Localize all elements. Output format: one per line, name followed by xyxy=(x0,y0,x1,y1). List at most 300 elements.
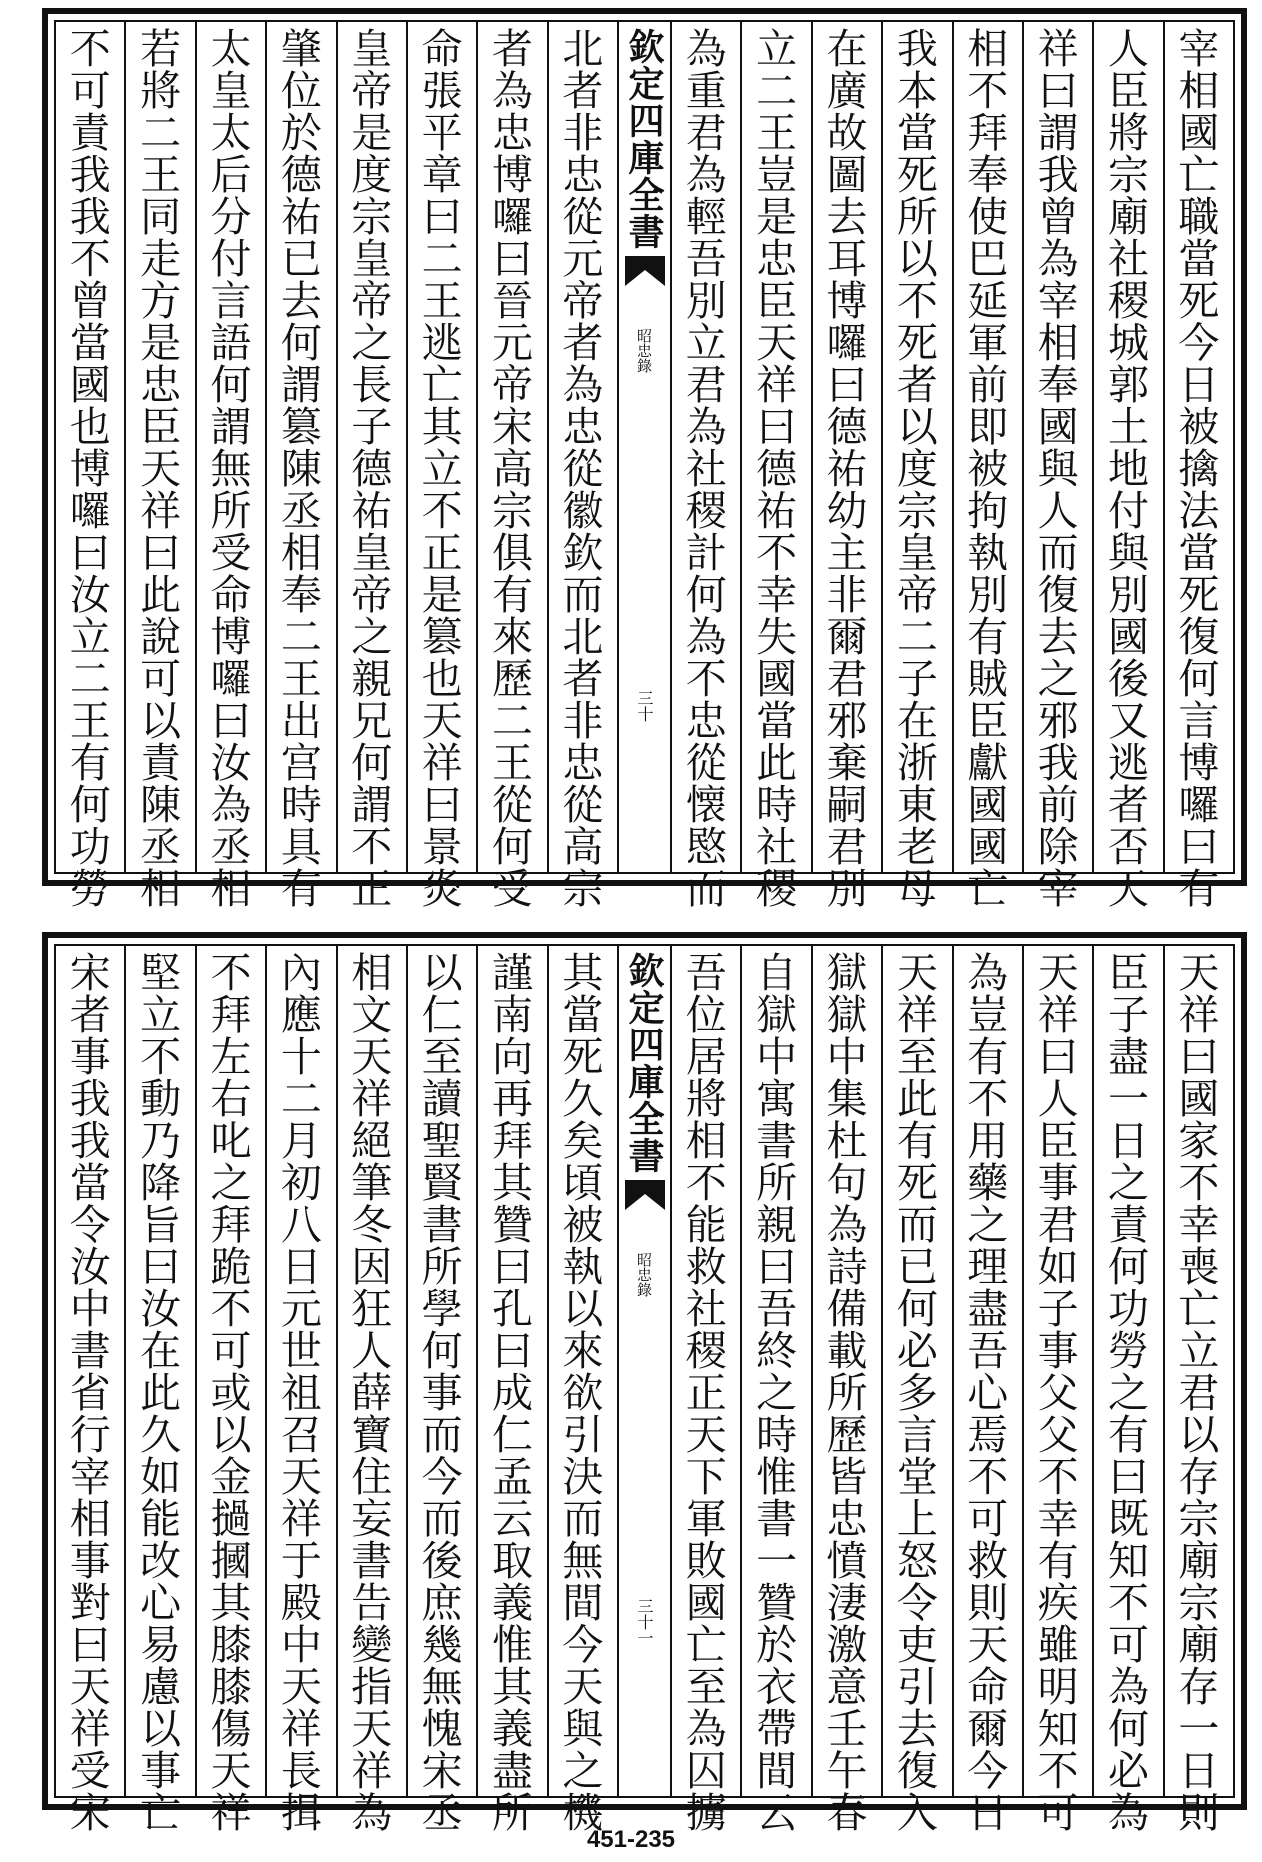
character: 當 xyxy=(756,697,798,745)
character: 事 xyxy=(69,1033,111,1081)
character: 當 xyxy=(1178,235,1220,283)
character: 天 xyxy=(140,445,182,493)
character: 忠 xyxy=(562,403,604,451)
character: 汝 xyxy=(210,739,252,787)
character: 不 xyxy=(685,655,727,703)
character: 丞 xyxy=(421,1789,463,1837)
character: 巴 xyxy=(967,235,1009,283)
character: 頃 xyxy=(562,1159,604,1207)
character: 而 xyxy=(421,1495,463,1543)
character: 去 xyxy=(1037,613,1079,661)
character: 省 xyxy=(69,1369,111,1417)
character: 吏 xyxy=(896,1621,938,1669)
character: 中 xyxy=(69,1285,111,1333)
character: 宋 xyxy=(421,1747,463,1795)
character: 住 xyxy=(351,1453,393,1501)
character: 居 xyxy=(685,1033,727,1081)
character: 中 xyxy=(280,1621,322,1669)
character: 相 xyxy=(140,865,182,913)
character: 盡 xyxy=(491,1747,533,1795)
character: 曾 xyxy=(1037,193,1079,241)
character: 張 xyxy=(421,67,463,115)
character: 必 xyxy=(896,1327,938,1375)
character: 立 xyxy=(69,613,111,661)
character: 炎 xyxy=(421,865,463,913)
character: 曰 xyxy=(140,529,182,577)
character: 以 xyxy=(896,235,938,283)
character: 事 xyxy=(140,1747,182,1795)
character: 說 xyxy=(140,613,182,661)
character: 吾 xyxy=(685,235,727,283)
character: 盡 xyxy=(967,1285,1009,1333)
character: 人 xyxy=(351,1327,393,1375)
character: 如 xyxy=(140,1453,182,1501)
character: 當 xyxy=(69,319,111,367)
character: 有 xyxy=(280,865,322,913)
character: 拜 xyxy=(967,109,1009,157)
character: 後 xyxy=(421,1537,463,1585)
character: 撾 xyxy=(210,1495,252,1543)
character: 激 xyxy=(826,1621,868,1669)
character: 不 xyxy=(1037,1747,1079,1795)
character: 曰 xyxy=(1037,67,1079,115)
character: 死 xyxy=(1178,571,1220,619)
character: 可 xyxy=(1037,1789,1079,1837)
character: 延 xyxy=(967,277,1009,325)
character: 德 xyxy=(826,403,868,451)
character: 豈 xyxy=(756,151,798,199)
character: 所 xyxy=(210,487,252,535)
character: 間 xyxy=(756,1747,798,1795)
character: 從 xyxy=(562,193,604,241)
character: 宋 xyxy=(491,403,533,451)
character: 獄 xyxy=(826,949,868,997)
character: 所 xyxy=(421,1243,463,1291)
character: 理 xyxy=(967,1243,1009,1291)
character: 長 xyxy=(280,1747,322,1795)
character: 讀 xyxy=(421,1075,463,1123)
text-column xyxy=(740,946,810,1837)
character: 何 xyxy=(1107,1243,1149,1291)
character: 仁 xyxy=(491,1411,533,1459)
character: 丞 xyxy=(140,823,182,871)
character: 不 xyxy=(896,277,938,325)
character: 二 xyxy=(140,109,182,157)
character: 是 xyxy=(421,571,463,619)
character: 聖 xyxy=(421,1117,463,1165)
character: 賢 xyxy=(421,1159,463,1207)
character: 囉 xyxy=(826,319,868,367)
character: 久 xyxy=(562,1075,604,1123)
character: 已 xyxy=(896,1243,938,1291)
character: 云 xyxy=(491,1495,533,1543)
character: 執 xyxy=(967,529,1009,577)
character: 帝 xyxy=(562,277,604,325)
character: 而 xyxy=(562,571,604,619)
character: 前 xyxy=(967,361,1009,409)
character: 欲 xyxy=(562,1369,604,1417)
character: 國 xyxy=(1107,613,1149,661)
character: 祥 xyxy=(140,487,182,535)
character: 何 xyxy=(491,823,533,871)
character: 則 xyxy=(1178,1789,1220,1837)
character: 幸 xyxy=(756,571,798,619)
character: 不 xyxy=(685,1159,727,1207)
character: 我 xyxy=(69,1117,111,1165)
character: 之 xyxy=(351,319,393,367)
character: 者 xyxy=(562,319,604,367)
character: 德 xyxy=(756,445,798,493)
character: 者 xyxy=(896,361,938,409)
character: 堅 xyxy=(140,949,182,997)
character: 母 xyxy=(896,865,938,913)
character: 我 xyxy=(69,151,111,199)
character: 嗣 xyxy=(826,781,868,829)
character: 是 xyxy=(351,109,393,157)
character: 十 xyxy=(280,1033,322,1081)
character: 帝 xyxy=(351,277,393,325)
character: 二 xyxy=(69,655,111,703)
character: 奉 xyxy=(967,151,1009,199)
character: 亡 xyxy=(1178,151,1220,199)
character: 忠 xyxy=(140,361,182,409)
character: 相 xyxy=(685,1117,727,1165)
character: 君 xyxy=(826,823,868,871)
character: 摑 xyxy=(210,1537,252,1585)
character: 皇 xyxy=(896,529,938,577)
character: 孟 xyxy=(491,1453,533,1501)
character: 所 xyxy=(756,1159,798,1207)
character: 堂 xyxy=(896,1453,938,1501)
character: 所 xyxy=(896,193,938,241)
character: 君 xyxy=(685,361,727,409)
character: 歷 xyxy=(826,1411,868,1459)
character: 出 xyxy=(280,697,322,745)
character: 為 xyxy=(685,151,727,199)
character: 擄 xyxy=(685,1789,727,1837)
character: 計 xyxy=(685,529,727,577)
character: 既 xyxy=(1107,1495,1149,1543)
character: 平 xyxy=(421,109,463,157)
character: 寶 xyxy=(351,1411,393,1459)
character: 而 xyxy=(1037,529,1079,577)
character: 位 xyxy=(280,67,322,115)
character: 宗 xyxy=(1107,151,1149,199)
character: 祐 xyxy=(351,487,393,535)
character: 輕 xyxy=(685,193,727,241)
character: 怒 xyxy=(896,1537,938,1585)
character: 篡 xyxy=(280,403,322,451)
character: 者 xyxy=(562,655,604,703)
character: 人 xyxy=(1037,1075,1079,1123)
character: 而 xyxy=(421,1411,463,1459)
character: 世 xyxy=(280,1327,322,1375)
character: 我 xyxy=(896,25,938,73)
character: 相 xyxy=(210,865,252,913)
character: 二 xyxy=(896,613,938,661)
character: 有 xyxy=(896,1117,938,1165)
character: 不 xyxy=(140,1033,182,1081)
character: 獻 xyxy=(967,739,1009,787)
character: 決 xyxy=(562,1453,604,1501)
character: 王 xyxy=(491,739,533,787)
text-column xyxy=(1022,946,1092,1837)
character: 分 xyxy=(210,193,252,241)
character: 曰 xyxy=(491,1327,533,1375)
character: 功 xyxy=(69,823,111,871)
character: 為 xyxy=(685,25,727,73)
character: 死 xyxy=(562,1033,604,1081)
character: 社 xyxy=(1107,235,1149,283)
character: 其 xyxy=(562,949,604,997)
character: 相 xyxy=(1037,319,1079,367)
character: 所 xyxy=(491,1789,533,1837)
character: 疾 xyxy=(1037,1579,1079,1627)
character: 曰 xyxy=(421,781,463,829)
character: 囉 xyxy=(210,655,252,703)
character: 以 xyxy=(140,697,182,745)
character: 時 xyxy=(280,781,322,829)
character: 祐 xyxy=(756,487,798,535)
character: 下 xyxy=(685,1453,727,1501)
character: 后 xyxy=(210,151,252,199)
character: 其 xyxy=(421,403,463,451)
character: 欽 xyxy=(562,529,604,577)
character: 元 xyxy=(491,319,533,367)
character: 博 xyxy=(1178,739,1220,787)
character: 帝 xyxy=(351,571,393,619)
text-column xyxy=(336,946,406,1837)
character: 用 xyxy=(967,1117,1009,1165)
character: 揖 xyxy=(280,1789,322,1837)
character: 祥 xyxy=(280,1495,322,1543)
character: 元 xyxy=(562,235,604,283)
character: 在 xyxy=(140,1327,182,1375)
character: 奉 xyxy=(280,571,322,619)
character: 何 xyxy=(1178,655,1220,703)
character: 之 xyxy=(210,1159,252,1207)
character: 為 xyxy=(1037,235,1079,283)
character: 徽 xyxy=(562,487,604,535)
character: 孔 xyxy=(491,1285,533,1333)
character: 為 xyxy=(1107,1789,1149,1837)
character: 是 xyxy=(756,193,798,241)
character: 言 xyxy=(210,277,252,325)
character: 無 xyxy=(210,445,252,493)
character: 義 xyxy=(491,1705,533,1753)
character: 勞 xyxy=(1107,1327,1149,1375)
book-series-title: 欽定四庫全書 xyxy=(623,952,665,1174)
character: 父 xyxy=(1037,1411,1079,1459)
character: 老 xyxy=(896,823,938,871)
character: 曰 xyxy=(1178,823,1220,871)
character: 事 xyxy=(1037,1327,1079,1375)
character: 曰 xyxy=(1107,1453,1149,1501)
character: 親 xyxy=(351,655,393,703)
fish-tail-mark-icon xyxy=(625,1180,665,1218)
character: 為 xyxy=(351,1789,393,1837)
character: 位 xyxy=(685,991,727,1039)
character: 命 xyxy=(210,571,252,619)
character: 長 xyxy=(351,361,393,409)
character: 棄 xyxy=(826,739,868,787)
character: 乃 xyxy=(140,1117,182,1165)
character: 當 xyxy=(1178,529,1220,577)
character: 汝 xyxy=(69,1243,111,1291)
character: 憤 xyxy=(826,1537,868,1585)
character: 國 xyxy=(685,1579,727,1627)
character: 改 xyxy=(140,1537,182,1585)
character: 杜 xyxy=(826,1117,868,1165)
character: 或 xyxy=(210,1369,252,1417)
character: 帝 xyxy=(491,361,533,409)
text-column xyxy=(265,946,335,1837)
character: 自 xyxy=(756,949,798,997)
character: 為 xyxy=(685,403,727,451)
character: 非 xyxy=(826,571,868,619)
character: 俱 xyxy=(491,529,533,577)
text-column xyxy=(1092,946,1162,1837)
character: 祥 xyxy=(351,1747,393,1795)
character: 別 xyxy=(685,277,727,325)
character: 被 xyxy=(967,445,1009,493)
text-column xyxy=(740,22,810,913)
character: 為 xyxy=(967,949,1009,997)
text-column xyxy=(476,22,546,913)
character: 宗 xyxy=(1178,1495,1220,1543)
character: 之 xyxy=(1107,1369,1149,1417)
character: 召 xyxy=(280,1411,322,1459)
character: 易 xyxy=(140,1621,182,1669)
character: 此 xyxy=(140,1369,182,1417)
character: 幸 xyxy=(1178,1201,1220,1249)
character: 意 xyxy=(826,1663,868,1711)
character: 相 xyxy=(1178,67,1220,115)
character: 與 xyxy=(1107,529,1149,577)
character: 執 xyxy=(562,1243,604,1291)
character: 臣 xyxy=(1107,67,1149,115)
character: 事 xyxy=(1037,1159,1079,1207)
character: 可 xyxy=(1107,1621,1149,1669)
character: 為 xyxy=(685,613,727,661)
character: 吾 xyxy=(756,1285,798,1333)
character: 忠 xyxy=(756,235,798,283)
character: 在 xyxy=(826,25,868,73)
character: 雖 xyxy=(1037,1621,1079,1669)
character: 爾 xyxy=(826,613,868,661)
character: 宗 xyxy=(562,865,604,913)
character: 庶 xyxy=(421,1579,463,1627)
character: 無 xyxy=(562,1537,604,1585)
character: 被 xyxy=(1178,403,1220,451)
character: 來 xyxy=(562,1327,604,1375)
character: 入 xyxy=(896,1789,938,1837)
character: 稷 xyxy=(685,1327,727,1375)
character: 人 xyxy=(1107,25,1149,73)
character: 宗 xyxy=(896,487,938,535)
character: 衣 xyxy=(756,1663,798,1711)
character: 幾 xyxy=(421,1621,463,1669)
character: 勞 xyxy=(69,865,111,913)
character: 皇 xyxy=(351,529,393,577)
character: 失 xyxy=(756,613,798,661)
character: 終 xyxy=(756,1327,798,1375)
character: 南 xyxy=(491,991,533,1039)
character: 祥 xyxy=(210,1789,252,1837)
character: 立 xyxy=(421,445,463,493)
character: 曰 xyxy=(826,361,868,409)
character: 復 xyxy=(1178,613,1220,661)
character: 事 xyxy=(421,1369,463,1417)
character: 付 xyxy=(1107,487,1149,535)
character: 與 xyxy=(562,1705,604,1753)
character: 救 xyxy=(685,1243,727,1291)
character: 義 xyxy=(491,1579,533,1627)
character: 壬 xyxy=(826,1705,868,1753)
character: 也 xyxy=(421,655,463,703)
character: 天 xyxy=(1107,865,1149,913)
character: 別 xyxy=(1107,571,1149,619)
character: 狂 xyxy=(351,1285,393,1333)
character: 能 xyxy=(685,1201,727,1249)
character: 無 xyxy=(421,1663,463,1711)
character: 祐 xyxy=(280,193,322,241)
top-page xyxy=(42,8,1247,913)
character: 丞 xyxy=(280,487,322,535)
character: 者 xyxy=(1107,781,1149,829)
character: 不 xyxy=(967,67,1009,115)
character: 天 xyxy=(685,1411,727,1459)
text-column xyxy=(265,22,335,913)
character: 有 xyxy=(967,1033,1009,1081)
character: 廟 xyxy=(1178,1537,1220,1585)
character: 變 xyxy=(351,1621,393,1669)
character: 法 xyxy=(1178,487,1220,535)
character: 來 xyxy=(491,613,533,661)
character: 冬 xyxy=(351,1201,393,1249)
character: 功 xyxy=(1107,1285,1149,1333)
character: 兄 xyxy=(351,697,393,745)
character: 八 xyxy=(280,1201,322,1249)
character: 當 xyxy=(896,109,938,157)
character: 何 xyxy=(1107,1705,1149,1753)
character: 何 xyxy=(69,781,111,829)
character: 以 xyxy=(896,403,938,451)
character: 社 xyxy=(756,823,798,871)
character: 曰 xyxy=(1178,1033,1220,1081)
character: 不 xyxy=(756,529,798,577)
character: 不 xyxy=(69,235,111,283)
character: 上 xyxy=(896,1495,938,1543)
character: 除 xyxy=(1037,823,1079,871)
character: 知 xyxy=(1037,1705,1079,1753)
character: 土 xyxy=(1107,403,1149,451)
character: 不 xyxy=(69,25,111,73)
character: 之 xyxy=(1107,1159,1149,1207)
character: 北 xyxy=(562,25,604,73)
character: 存 xyxy=(1178,1663,1220,1711)
character: 相 xyxy=(69,1495,111,1543)
character: 金 xyxy=(210,1453,252,1501)
character: 有 xyxy=(967,613,1009,661)
character: 此 xyxy=(756,739,798,787)
character: 今 xyxy=(562,1621,604,1669)
character: 度 xyxy=(896,445,938,493)
character: 降 xyxy=(140,1159,182,1207)
character: 救 xyxy=(967,1537,1009,1585)
character: 稷 xyxy=(685,487,727,535)
character: 獄 xyxy=(756,991,798,1039)
